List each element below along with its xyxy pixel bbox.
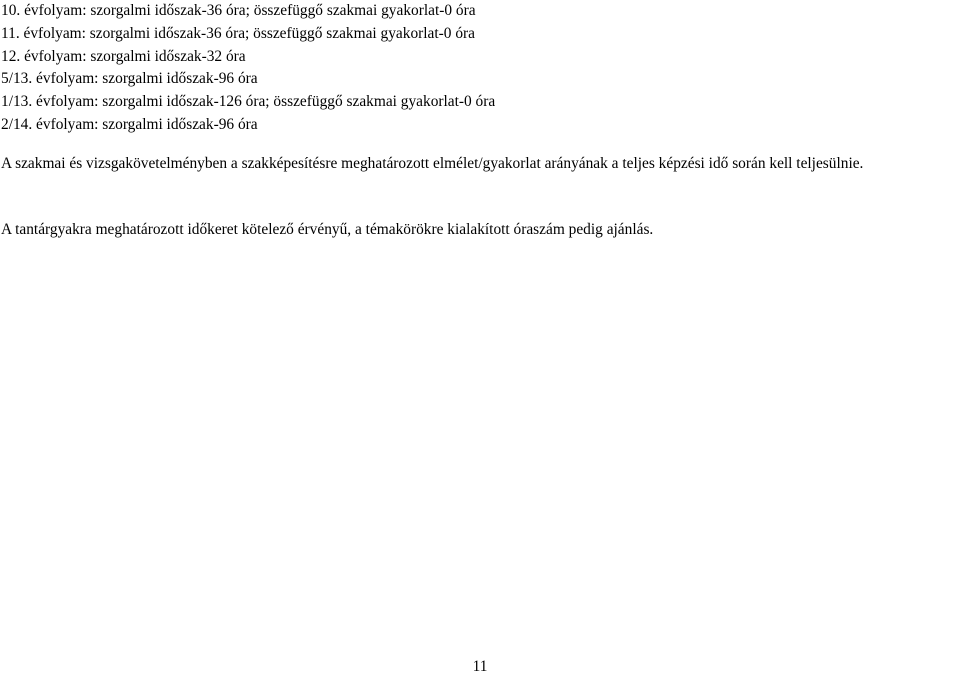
- recommendation-paragraph: A tantárgyakra meghatározott időkeret kötelező érvényű, a témakörökre kialakított óraszám pedig ajánlás.: [1, 221, 654, 238]
- ratio-paragraph: A szakmai és vizsgakövetelményben a szakképesítésre meghatározott elmélet/gyakorlat arányának a teljes képzési idő során kell teljesülnie.: [1, 155, 864, 172]
- schedule-line-grade-2-14: 2/14. évfolyam: szorgalmi időszak-96 óra: [1, 115, 258, 133]
- schedule-line-grade-5-13: 5/13. évfolyam: szorgalmi időszak-96 óra: [1, 70, 258, 88]
- schedule-line-grade-11: 11. évfolyam: szorgalmi időszak-36 óra; összefüggő szakmai gyakorlat-0 óra: [1, 24, 475, 42]
- schedule-line-grade-1-13: 1/13. évfolyam: szorgalmi időszak-126 óra; összefüggő szakmai gyakorlat-0 óra: [1, 93, 496, 111]
- schedule-list: [1, 0, 959, 137]
- schedule-line-grade-12: 12. évfolyam: szorgalmi időszak-32 óra: [1, 47, 246, 65]
- page-number: 11: [472, 658, 488, 675]
- schedule-line-grade-10: 10. évfolyam: szorgalmi időszak-36 óra; összefüggő szakmai gyakorlat-0 óra: [1, 2, 476, 19]
